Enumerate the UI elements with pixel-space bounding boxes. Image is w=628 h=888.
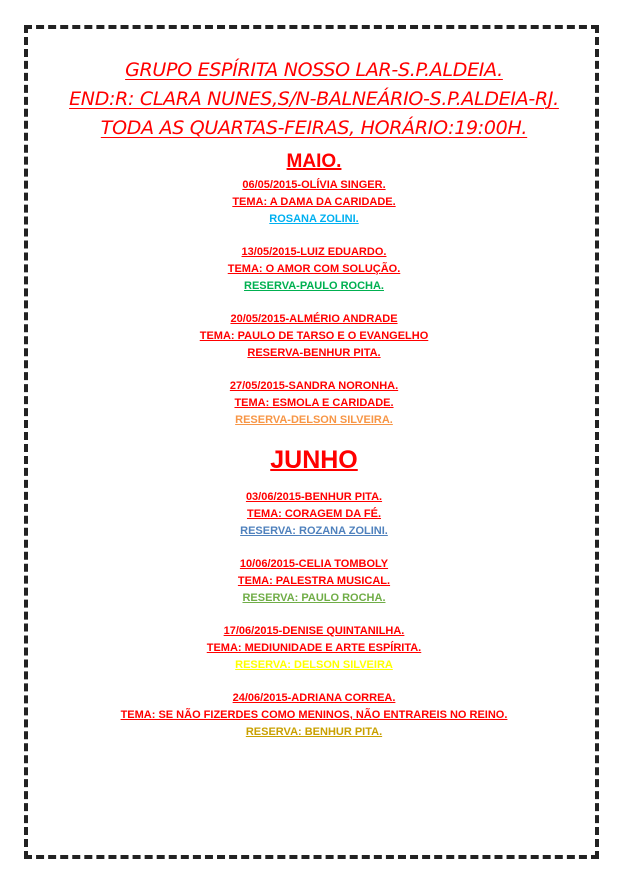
entry-date-speaker: 27/05/2015-SANDRA NORONHA.: [229, 380, 399, 392]
entry-tema: TEMA: A DAMA DA CARIDADE.: [232, 196, 396, 208]
entry-date-speaker: 03/06/2015-BENHUR PITA.: [245, 491, 383, 503]
entry-tema: TEMA: SE NÃO FIZERDES COMO MENINOS, NÃO ENTRAREIS NO REINO.: [120, 709, 508, 721]
schedule-entry: [24, 311, 604, 362]
document-header: [24, 56, 604, 143]
entry-date-speaker: 17/06/2015-DENISE QUINTANILHA.: [223, 625, 405, 637]
entry-reserva: RESERVA-DELSON SILVEIRA.: [235, 414, 393, 426]
schedule-entry: [24, 378, 604, 429]
schedule-entry: [24, 623, 604, 674]
entry-tema: TEMA: MEDIUNIDADE E ARTE ESPÍRITA.: [206, 642, 422, 654]
entry-date-speaker: 10/06/2015-CELIA TOMBOLY: [239, 558, 389, 570]
entry-tema: TEMA: PAULO DE TARSO E O EVANGELHO: [199, 330, 429, 342]
entry-date-speaker: 06/05/2015-OLÍVIA SINGER.: [242, 179, 386, 191]
entry-date-speaker: 24/06/2015-ADRIANA CORREA.: [232, 692, 396, 704]
entry-reserva: RESERVA: PAULO ROCHA.: [242, 592, 386, 604]
month-heading-junho: JUNHO: [270, 446, 358, 474]
entry-reserva: RESERVA: DELSON SILVEIRA: [235, 659, 393, 671]
entry-tema: TEMA: PALESTRA MUSICAL.: [237, 575, 391, 587]
entry-reserva: RESERVA: ROZANA ZOLINI.: [240, 525, 388, 537]
header-address-line: END:R: CLARA NUNES,S/N-BALNEÁRIO-S.P.ALDEIA-RJ.: [69, 88, 559, 110]
entry-reserva: ROSANA ZOLINI.: [269, 213, 359, 225]
schedule-entry: [24, 489, 604, 540]
header-schedule-line: TODA AS QUARTAS-FEIRAS, HORÁRIO:19:00H.: [100, 117, 528, 139]
entry-reserva: RESERVA: BENHUR PITA.: [245, 726, 383, 738]
entry-reserva: RESERVA-PAULO ROCHA.: [244, 280, 384, 292]
schedule-entry: [24, 177, 604, 228]
schedule-entry: [24, 244, 604, 295]
schedule-content: [24, 150, 604, 757]
header-title-line: GRUPO ESPÍRITA NOSSO LAR-S.P.ALDEIA.: [125, 59, 503, 81]
entry-tema: TEMA: CORAGEM DA FÉ.: [246, 508, 382, 520]
entry-tema: TEMA: ESMOLA E CARIDADE.: [234, 397, 394, 409]
schedule-entry: [24, 556, 604, 607]
entry-tema: TEMA: O AMOR COM SOLUÇÃO.: [227, 263, 401, 275]
entry-date-speaker: 20/05/2015-ALMÉRIO ANDRADE: [230, 313, 398, 325]
month-heading-maio: MAIO.: [286, 151, 342, 172]
entry-reserva: RESERVA-BENHUR PITA.: [247, 347, 381, 359]
schedule-entry: [24, 690, 604, 741]
entry-date-speaker: 13/05/2015-LUIZ EDUARDO.: [241, 246, 387, 258]
